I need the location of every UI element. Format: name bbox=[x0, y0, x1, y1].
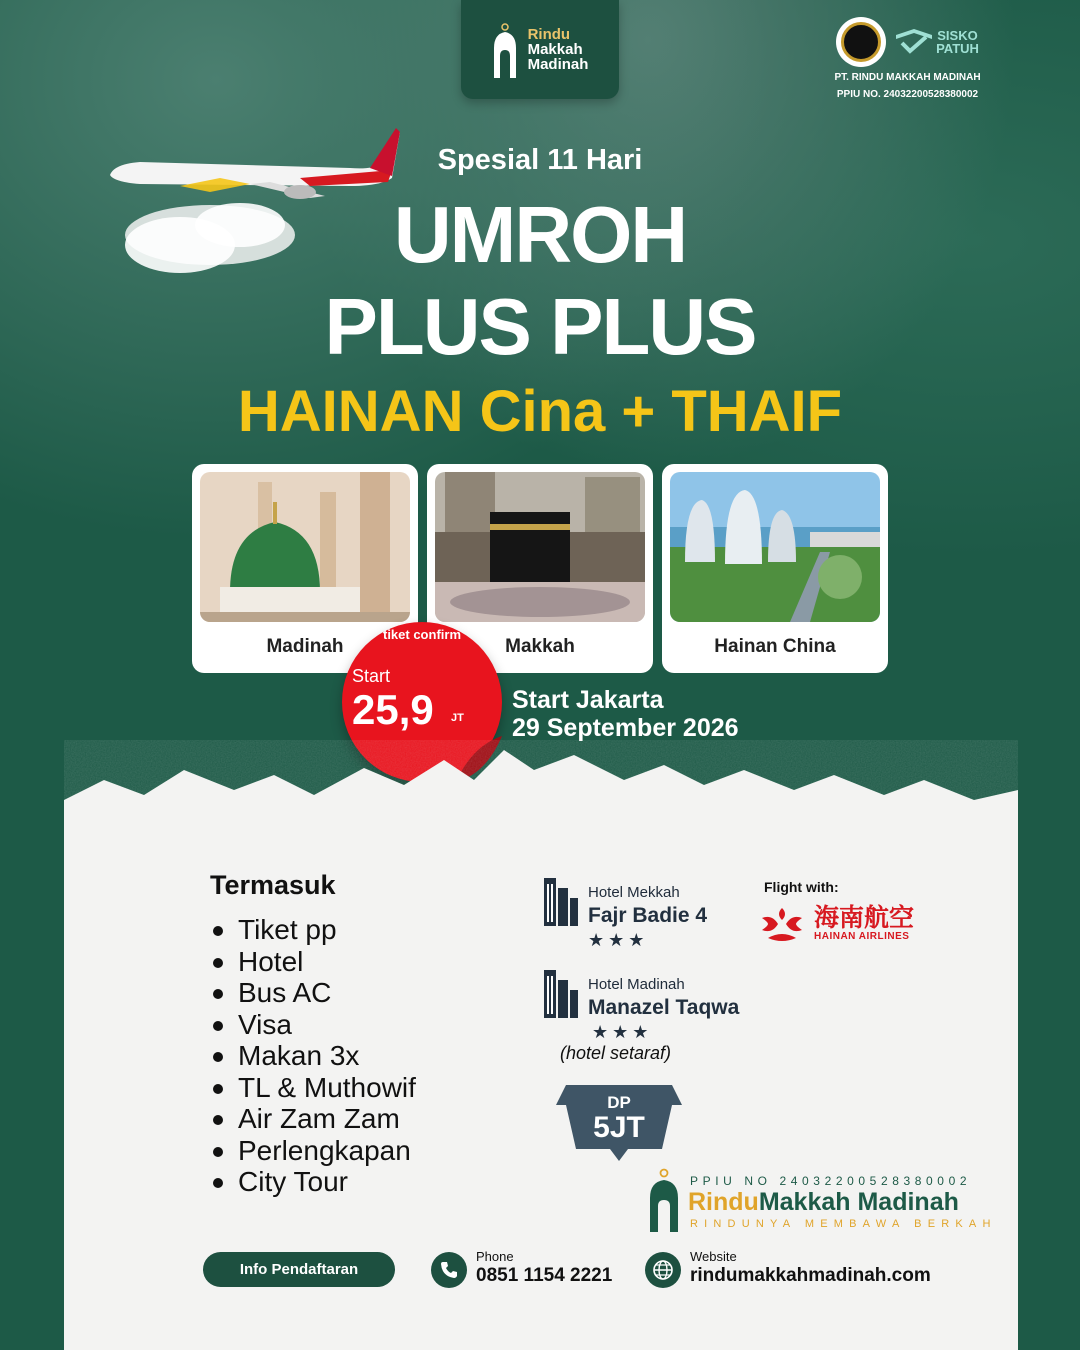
list-item: Tiket pp bbox=[210, 914, 416, 946]
list-item: Makan 3x bbox=[210, 1040, 416, 1072]
list-item: Air Zam Zam bbox=[210, 1103, 416, 1135]
website-label: Website bbox=[690, 1249, 737, 1264]
hotel-madinah-stars: ★★★ bbox=[592, 1022, 653, 1042]
brand-name-makkah-madinah: Makkah Madinah bbox=[758, 1188, 959, 1216]
departure-date: 29 September 2026 bbox=[512, 714, 739, 742]
patuh-text: PATUH bbox=[936, 41, 979, 56]
hainan-photo bbox=[670, 472, 880, 622]
hotel-makkah-name: Fajr Badie 4 bbox=[588, 904, 708, 927]
destination-label-madinah: Madinah bbox=[266, 636, 344, 657]
footer-brand-name bbox=[688, 1188, 959, 1217]
departure-info bbox=[512, 686, 739, 742]
hotel-madinah-label: Hotel Madinah bbox=[588, 976, 685, 993]
destination-label-hainan: Hainan China bbox=[714, 636, 836, 657]
hotel-makkah-label: Hotel Mekkah bbox=[588, 884, 680, 901]
trip-duration-subtitle: Spesial 11 Hari bbox=[437, 144, 643, 176]
hotel-madinah-name: Manazel Taqwa bbox=[588, 996, 740, 1019]
logo-text-madinah: Madinah bbox=[527, 56, 589, 73]
destination-label-makkah: Makkah bbox=[505, 636, 575, 657]
sisko-patuh-logo bbox=[894, 27, 979, 57]
hainan-airlines-icon bbox=[758, 904, 806, 944]
list-item: Bus AC bbox=[210, 977, 416, 1009]
website-value[interactable]: rindumakkahmadinah.com bbox=[690, 1265, 931, 1286]
list-item: City Tour bbox=[210, 1166, 416, 1198]
building-icon bbox=[544, 966, 578, 1018]
ticket-confirm-note: tiket confirm bbox=[382, 627, 461, 642]
logo-text-rindu: Rindu bbox=[527, 26, 571, 43]
includes-title: Termasuk bbox=[210, 870, 336, 900]
logo-text-makkah: Makkah bbox=[527, 41, 583, 58]
brand-logo bbox=[461, 0, 619, 99]
phone-value[interactable]: 0851 1154 2221 bbox=[476, 1265, 613, 1286]
destination-card-hainan bbox=[662, 464, 888, 673]
check-icon bbox=[894, 27, 934, 57]
list-item: Perlengkapan bbox=[210, 1135, 416, 1167]
airline-name-english: HAINAN AIRLINES bbox=[814, 931, 910, 942]
price-start-label: Start bbox=[352, 666, 391, 686]
dp-label: DP bbox=[607, 1093, 631, 1112]
building-icon bbox=[544, 874, 578, 926]
sisko-text: SISKO bbox=[937, 28, 978, 43]
ppiu-number: PPIU NO. 24032200528380002 bbox=[836, 89, 979, 100]
departure-city: Start Jakarta bbox=[512, 686, 664, 714]
madinah-photo bbox=[200, 472, 410, 622]
title-plus-plus: PLUS PLUS bbox=[324, 282, 756, 371]
brand-name-rindu: Rindu bbox=[688, 1188, 759, 1216]
footer-brand bbox=[648, 1168, 997, 1234]
price-amount: 25,9 bbox=[352, 686, 434, 733]
title-umroh: UMROH bbox=[393, 190, 687, 279]
includes-list bbox=[210, 914, 416, 1198]
destination-title: HAINAN Cina + THAIF bbox=[237, 379, 843, 444]
phone-label: Phone bbox=[476, 1249, 514, 1264]
globe-icon bbox=[645, 1252, 681, 1288]
list-item: Hotel bbox=[210, 946, 416, 978]
hotel-makkah-stars: ★★★ bbox=[588, 930, 649, 950]
company-name: PT. RINDU MAKKAH MADINAH bbox=[834, 72, 981, 83]
footer-ppiu: PPIU NO 24032200528380002 bbox=[690, 1174, 972, 1188]
hotel-equivalent-note: (hotel setaraf) bbox=[560, 1043, 672, 1063]
kemenag-emblem-icon bbox=[836, 17, 886, 67]
phone-icon bbox=[431, 1252, 467, 1288]
down-payment-badge bbox=[556, 1085, 682, 1161]
hainan-airlines-logo bbox=[758, 904, 914, 944]
dp-amount: 5JT bbox=[593, 1111, 645, 1144]
makkah-photo bbox=[435, 472, 645, 622]
info-pendaftaran-button[interactable]: Info Pendaftaran bbox=[203, 1252, 395, 1287]
flight-label: Flight with: bbox=[764, 879, 839, 895]
legal-info bbox=[820, 16, 995, 102]
footer-tagline: RINDUNYA MEMBAWA BERKAH bbox=[690, 1218, 997, 1230]
mosque-logo-icon bbox=[492, 22, 518, 78]
mosque-logo-icon bbox=[648, 1168, 680, 1232]
list-item: Visa bbox=[210, 1009, 416, 1041]
airline-name-chinese: 海南航空 bbox=[814, 904, 915, 932]
list-item: TL & Muthowif bbox=[210, 1072, 416, 1104]
price-unit: JT bbox=[451, 712, 464, 724]
